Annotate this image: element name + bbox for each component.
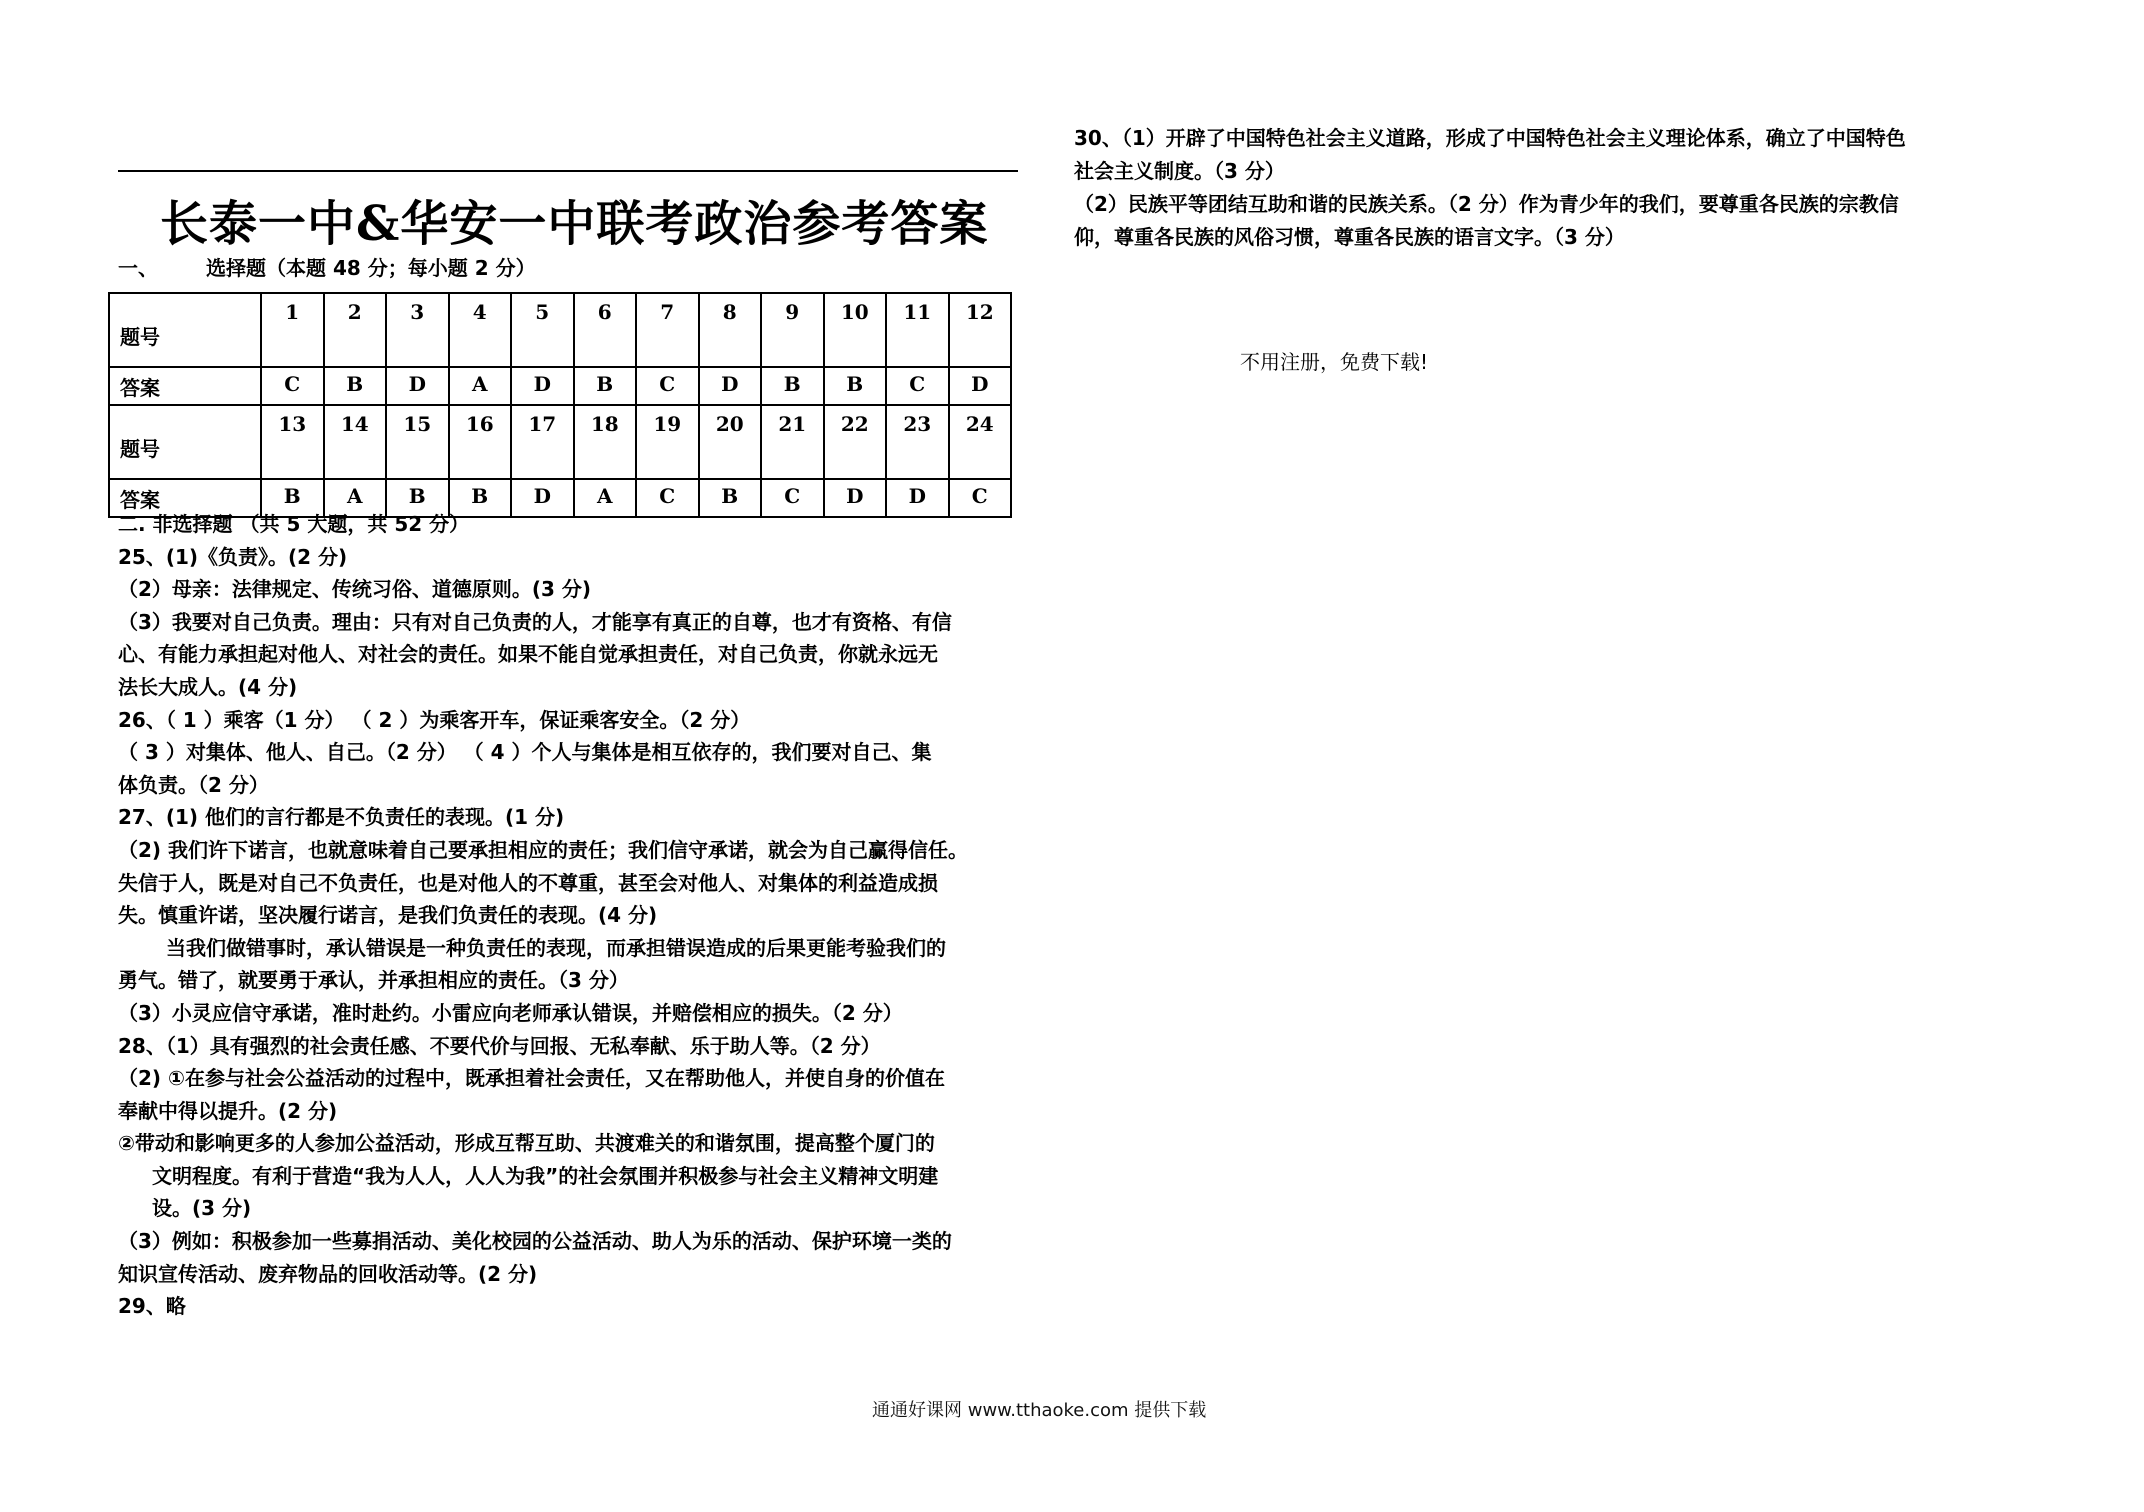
- answer-line: 失信于人，既是对自己不负责任，也是对他人的不尊重，甚至会对他人、对集体的利益造成损: [118, 870, 938, 895]
- answer-letter: C: [949, 479, 1012, 517]
- answer-letter: C: [261, 367, 324, 405]
- answer-letter: D: [386, 367, 449, 405]
- answer-line: 27、(1) 他们的言行都是不负责任的表现。(1 分): [118, 805, 565, 830]
- answer-letter: D: [511, 367, 574, 405]
- answer-line: 失。慎重许诺，坚决履行诺言，是我们负责任的表现。(4 分): [118, 903, 658, 928]
- answer-line: 设。(3 分): [152, 1196, 252, 1221]
- row-label: 题号: [109, 405, 261, 479]
- answer-line: ②带动和影响更多的人参加公益活动，形成互帮互助、共渡难关的和谐氛围，提高整个厦门的: [118, 1131, 935, 1156]
- question-number: 21: [761, 405, 824, 479]
- question-number: 22: [824, 405, 887, 479]
- answer-line: 体负责。（2 分）: [118, 772, 269, 797]
- page-title: 长泰一中&华安一中联考政治参考答案: [160, 196, 989, 252]
- left-answer-text: [118, 508, 1038, 1323]
- question-number: 15: [386, 405, 449, 479]
- question-number: 7: [636, 293, 699, 367]
- answer-line: 社会主义制度。（3 分）: [1074, 159, 1285, 183]
- answer-letter: A: [574, 479, 637, 517]
- answer-letter: C: [636, 367, 699, 405]
- answer-line: （2) ①在参与社会公益活动的过程中，既承担着社会责任，又在帮助他人，并使自身的价值在: [118, 1066, 945, 1091]
- answer-line: （2) 我们许下诺言，也就意味着自己要承担相应的责任；我们信守承诺，就会为自己赢得信任。: [118, 837, 969, 862]
- answer-letter: D: [824, 479, 887, 517]
- question-number: 3: [386, 293, 449, 367]
- answer-letter: B: [449, 479, 512, 517]
- question-number: 8: [699, 293, 762, 367]
- question-number: 4: [449, 293, 512, 367]
- question-number: 23: [886, 405, 949, 479]
- answer-letter: D: [699, 367, 762, 405]
- right-answer-text: [1074, 122, 2014, 254]
- answer-line: 30、（1）开辟了中国特色社会主义道路，形成了中国特色社会主义理论体系，确立了中国特色: [1074, 126, 1906, 150]
- answer-line: 26、（ 1 ）乘客（1 分） （ 2 ）为乘客开车，保证乘客安全。（2 分）: [118, 707, 751, 732]
- free-download-note: 不用注册，免费下载!: [1240, 350, 1429, 374]
- question-number: 6: [574, 293, 637, 367]
- question-number: 13: [261, 405, 324, 479]
- question-number: 18: [574, 405, 637, 479]
- section-number: 一、: [118, 256, 158, 280]
- answer-letter: C: [886, 367, 949, 405]
- answer-letter: B: [324, 367, 387, 405]
- answer-line: 奉献中得以提升。(2 分): [118, 1098, 338, 1123]
- row-label: 答案: [109, 367, 261, 405]
- question-row-1: [109, 293, 1011, 367]
- answer-row-1: [109, 367, 1011, 405]
- question-number: 12: [949, 293, 1012, 367]
- answer-table: [108, 292, 1012, 518]
- question-number: 11: [886, 293, 949, 367]
- answer-letter: B: [261, 479, 324, 517]
- answer-line: （3）例如：积极参加一些募捐活动、美化校园的公益活动、助人为乐的活动、保护环境一类的: [118, 1229, 952, 1254]
- answer-line: 知识宣传活动、废弃物品的回收活动等。(2 分): [118, 1261, 538, 1286]
- section-heading-choice: [118, 252, 536, 281]
- answer-letter: B: [574, 367, 637, 405]
- answer-letter: C: [636, 479, 699, 517]
- answer-letter: A: [324, 479, 387, 517]
- question-number: 24: [949, 405, 1012, 479]
- answer-line: （3）我要对自己负责。理由：只有对自己负责的人，才能享有真正的自尊，也才有资格、有信: [118, 609, 952, 634]
- answer-letter: B: [824, 367, 887, 405]
- question-number: 19: [636, 405, 699, 479]
- question-number: 9: [761, 293, 824, 367]
- answer-line: 29、略: [118, 1294, 186, 1319]
- page-footer: 通通好课网 www.tthaoke.com 提供下载: [872, 1400, 1207, 1421]
- row-label: 题号: [109, 293, 261, 367]
- answer-letter: A: [449, 367, 512, 405]
- title-rule: [118, 170, 1018, 172]
- answer-letter: B: [761, 367, 824, 405]
- question-number: 1: [261, 293, 324, 367]
- answer-letter: D: [886, 479, 949, 517]
- answer-letter: B: [699, 479, 762, 517]
- answer-line: （2）母亲：法律规定、传统习俗、道德原则。(3 分): [118, 577, 592, 602]
- row-label: 答案: [109, 479, 261, 517]
- answer-line: 25、(1)《负责》。(2 分): [118, 544, 348, 569]
- answer-line: 文明程度。有利于营造“我为人人，人人为我”的社会氛围并积极参与社会主义精神文明建: [152, 1163, 939, 1188]
- answer-line: 28、（1）具有强烈的社会责任感、不要代价与回报、无私奉献、乐于助人等。（2 分）: [118, 1033, 881, 1058]
- answer-letter: B: [386, 479, 449, 517]
- question-number: 16: [449, 405, 512, 479]
- section-text: 选择题（本题 48 分；每小题 2 分）: [206, 256, 536, 280]
- answer-line: 勇气。错了，就要勇于承认，并承担相应的责任。（3 分）: [118, 968, 629, 993]
- answer-line: （ 3 ）对集体、他人、自己。（2 分） （ 4 ）个人与集体是相互依存的，我们要对自己、集: [118, 740, 932, 765]
- answer-line: （3）小灵应信守承诺，准时赴约。小雷应向老师承认错误，并赔偿相应的损失。（2 分）: [118, 1000, 903, 1025]
- question-number: 2: [324, 293, 387, 367]
- question-number: 20: [699, 405, 762, 479]
- section-heading-nonchoice: 二. 非选择题 （共 5 大题，共 52 分）: [118, 512, 470, 536]
- answer-line: 仰，尊重各民族的风俗习惯，尊重各民族的语言文字。（3 分）: [1074, 225, 1625, 249]
- answer-line: 法长大成人。(4 分): [118, 674, 298, 699]
- question-number: 17: [511, 405, 574, 479]
- answer-line: 当我们做错事时，承认错误是一种负责任的表现，而承担错误造成的后果更能考验我们的: [166, 935, 946, 960]
- question-row-2: [109, 405, 1011, 479]
- answer-letter: D: [949, 367, 1012, 405]
- question-number: 10: [824, 293, 887, 367]
- answer-letter: C: [761, 479, 824, 517]
- answer-line: 心、有能力承担起对他人、对社会的责任。如果不能自觉承担责任，对自己负责，你就永远无: [118, 642, 938, 667]
- question-number: 5: [511, 293, 574, 367]
- question-number: 14: [324, 405, 387, 479]
- answer-line: （2）民族平等团结互助和谐的民族关系。（2 分）作为青少年的我们，要尊重各民族的宗教信: [1074, 192, 1899, 216]
- answer-letter: D: [511, 479, 574, 517]
